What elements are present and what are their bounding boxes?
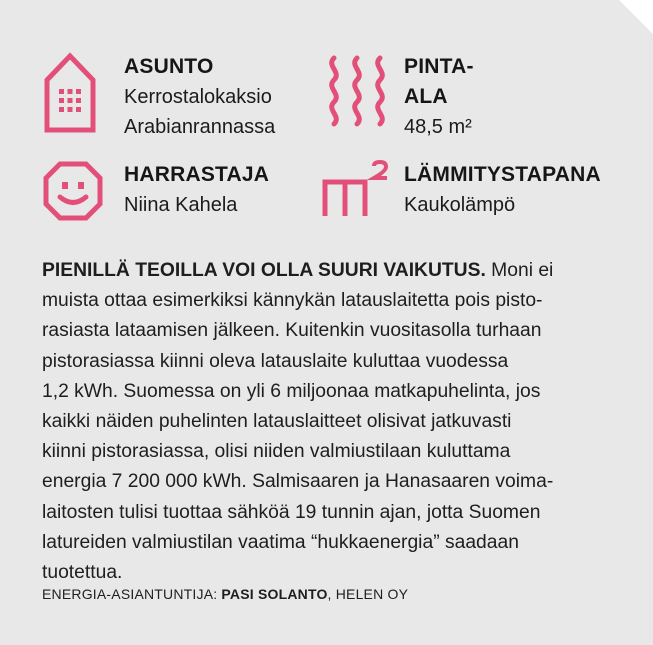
m-squared-icon	[322, 160, 394, 220]
pinta-ala-value: 48,5 m²	[404, 116, 472, 138]
lammitystapana-value: Kaukolämpö	[404, 194, 516, 216]
harrastaja-value: Niina Kahela	[124, 194, 238, 216]
heat-waves-icon	[322, 52, 392, 132]
byline-name: PASI SOLANTO	[221, 586, 328, 602]
article-line: pistorasiassa kiinni oleva latauslaite kuluttaa vuodessa	[42, 350, 509, 372]
article-line: kaikki näiden puhelinten latauslaitteet olisivat jatkuvasti	[42, 411, 512, 433]
pinta-ala-label: PINTA-ALA	[404, 55, 474, 108]
building-icon	[42, 52, 98, 134]
article-line: laitosten tulisi tuottaa sähköä 19 tunnin ajan, jotta Suomen	[42, 501, 541, 523]
article-line: kiinni pistorasiassa, olisi niiden valmiustilaan kuluttama	[42, 441, 511, 463]
asunto-label: ASUNTO	[124, 55, 214, 78]
byline-org: , HELEN OY	[327, 586, 409, 602]
article-line: rasiasta lataamisen jälkeen. Kuitenkin vuositasolla turhaan	[42, 320, 542, 342]
article-lead: PIENILLÄ TEOILLA VOI OLLA SUURI VAIKUTUS.	[42, 260, 486, 281]
article-body	[42, 256, 620, 588]
byline	[42, 586, 408, 602]
article-line: latureiden valmiustilan vaatima “hukkaenergia” saadaan	[42, 531, 519, 553]
article-line: tuotettua.	[42, 562, 123, 584]
smiley-icon	[42, 160, 104, 222]
article-line: 1,2 kWh. Suomessa on yli 6 miljoonaa matkapuhelinta, jos	[42, 380, 541, 402]
article-line: Moni ei	[485, 260, 554, 281]
byline-role: ENERGIA-ASIANTUNTIJA:	[42, 586, 222, 602]
harrastaja-label: HARRASTAJA	[124, 163, 270, 186]
article-line: muista ottaa esimerkiksi kännykän latauslaitetta pois pisto-	[42, 290, 543, 312]
asunto-value-line-1: Kerrostalokaksio	[124, 86, 272, 108]
lammitystapana-label: LÄMMITYSTAPANA	[404, 163, 601, 186]
article-line: energia 7 200 000 kWh. Salmisaaren ja Hanasaaren voima-	[42, 471, 554, 493]
asunto-value-line-2: Arabianrannassa	[124, 116, 276, 138]
folded-corner	[619, 0, 653, 34]
